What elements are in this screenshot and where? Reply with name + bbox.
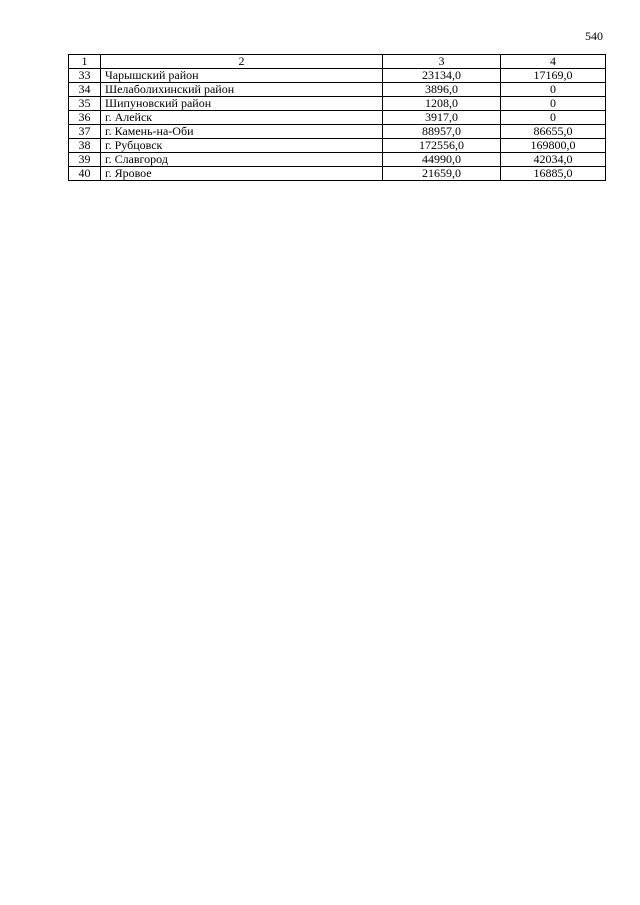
row-number: 33 — [69, 69, 101, 83]
row-number: 40 — [69, 167, 101, 181]
column-header-4: 4 — [501, 55, 606, 69]
row-name: г. Камень-на-Оби — [101, 125, 383, 139]
row-name: г. Славгород — [101, 153, 383, 167]
row-number: 36 — [69, 111, 101, 125]
row-name: Чарышский район — [101, 69, 383, 83]
row-number: 37 — [69, 125, 101, 139]
row-name: Шипуновский район — [101, 97, 383, 111]
row-number: 39 — [69, 153, 101, 167]
row-name: г. Рубцовск — [101, 139, 383, 153]
row-value-3: 3917,0 — [383, 111, 501, 125]
table-row — [69, 125, 606, 139]
row-value-3: 3896,0 — [383, 83, 501, 97]
page-number: 540 — [585, 29, 603, 43]
row-value-3: 21659,0 — [383, 167, 501, 181]
row-name: г. Яровое — [101, 167, 383, 181]
table-header-row — [69, 55, 606, 69]
row-name: г. Алейск — [101, 111, 383, 125]
row-number: 34 — [69, 83, 101, 97]
row-value-4: 0 — [501, 111, 606, 125]
column-header-1: 1 — [69, 55, 101, 69]
table-row — [69, 139, 606, 153]
table-row — [69, 167, 606, 181]
row-value-4: 169800,0 — [501, 139, 606, 153]
column-header-3: 3 — [383, 55, 501, 69]
table-row — [69, 83, 606, 97]
row-value-3: 1208,0 — [383, 97, 501, 111]
row-number: 38 — [69, 139, 101, 153]
row-value-3: 88957,0 — [383, 125, 501, 139]
table-row — [69, 153, 606, 167]
row-number: 35 — [69, 97, 101, 111]
row-value-3: 44990,0 — [383, 153, 501, 167]
table-row — [69, 69, 606, 83]
row-value-4: 0 — [501, 97, 606, 111]
row-name: Шелаболихинский район — [101, 83, 383, 97]
row-value-4: 42034,0 — [501, 153, 606, 167]
row-value-4: 0 — [501, 83, 606, 97]
table-row — [69, 97, 606, 111]
data-table — [68, 54, 606, 181]
column-header-2: 2 — [101, 55, 383, 69]
row-value-4: 17169,0 — [501, 69, 606, 83]
row-value-3: 172556,0 — [383, 139, 501, 153]
row-value-4: 16885,0 — [501, 167, 606, 181]
row-value-3: 23134,0 — [383, 69, 501, 83]
table-row — [69, 111, 606, 125]
row-value-4: 86655,0 — [501, 125, 606, 139]
